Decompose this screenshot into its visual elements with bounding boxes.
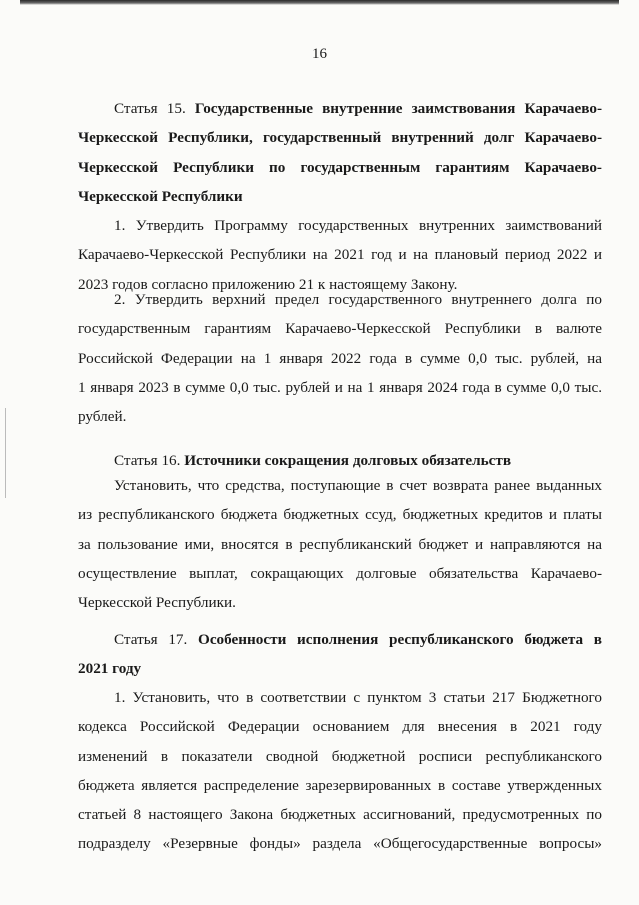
article-17-heading-line	[78, 654, 602, 683]
scan-top-edge	[20, 0, 619, 5]
paragraph-line: изменений в показатели сводной бюджетной росписи республиканского	[78, 747, 602, 765]
article-17-title: 2021 году	[78, 660, 142, 678]
paragraph-line: Карачаево-Черкесской Республики на 2021 год и на плановый период 2022 и	[78, 246, 602, 264]
article-15-heading	[78, 94, 602, 211]
paragraph-line: рублей.	[78, 408, 127, 426]
paragraph-line: за пользование ими, вносятся в республиканский бюджет и направляются на	[78, 535, 602, 553]
paragraph-line: 1. Утвердить Программу государственных внутренних заимствований	[114, 217, 602, 234]
article-17-prefix: Статья 17.	[114, 631, 188, 648]
article-16-paragraph-1	[78, 471, 602, 617]
article-15-heading-line	[78, 153, 602, 182]
article-17-heading-line	[78, 625, 602, 654]
article-17-heading	[78, 625, 602, 684]
paragraph-line: 2. Утвердить верхний предел государственного внутреннего долга по	[114, 291, 602, 308]
paragraph-line: 1 января 2023 в сумме 0,0 тыс. рублей и на 1 января 2024 года в сумме 0,0 тыс.	[78, 378, 602, 396]
article-15-heading-line	[78, 182, 602, 211]
article-15-heading-text: Черкесской Республики, государственный внутренний долг Карачаево-	[78, 129, 602, 147]
article-15-heading-line	[78, 94, 602, 123]
paragraph-line: 2023 годов согласно приложению 21 к настоящему Закону.	[78, 275, 458, 293]
paragraph-line: кодекса Российской Федерации основанием для внесения в 2021 году	[78, 718, 602, 736]
article-15-heading-line	[78, 123, 602, 152]
paragraph-line: осуществление выплат, сокращающих долговые обязательства Карачаево-	[78, 564, 602, 582]
article-15-heading-text: Государственные внутренние заимствования Карачаево-	[194, 100, 602, 117]
paragraph-line: Российской Федерации на 1 января 2022 года в сумме 0,0 тыс. рублей, на	[78, 349, 602, 367]
page-number: 16	[312, 46, 327, 62]
article-15-prefix-text: Статья 15.	[114, 100, 195, 117]
paragraph-line: статьей 8 настоящего Закона бюджетных ассигнований, предусмотренных по	[78, 806, 602, 824]
paragraph-line: из республиканского бюджета бюджетных ссуд, бюджетных кредитов и платы	[78, 506, 602, 524]
paragraph-line: 1. Установить, что в соответствии с пунктом 3 статьи 217 Бюджетного	[114, 689, 602, 706]
paragraph-line: Установить, что средства, поступающие в счет возврата ранее выданных	[114, 477, 602, 494]
article-15-paragraph-2	[78, 285, 602, 431]
article-15-prefix	[114, 100, 602, 117]
paragraph-line: бюджета является распределение зарезервированных в составе утвержденных	[78, 776, 602, 794]
article-15-heading-text: Черкесской Республики по государственным гарантиям Карачаево-	[78, 158, 602, 176]
article-16-prefix: Статья 16.	[114, 452, 181, 469]
article-17-paragraph-1	[78, 683, 602, 859]
scan-margin-mark	[5, 408, 6, 498]
paragraph-line: государственным гарантиям Карачаево-Черкесской Республики в валюте	[78, 320, 602, 338]
article-17-title: Особенности исполнения республиканского бюджета в	[198, 631, 603, 648]
paragraph-line: Черкесской Республики.	[78, 594, 236, 612]
article-16-title: Источники сокращения долговых обязательств	[184, 452, 512, 469]
paragraph-line: подразделу «Резервные фонды» раздела «Общегосударственные вопросы»	[78, 835, 602, 853]
article-15-heading-text: Черкесской Республики	[78, 187, 243, 205]
